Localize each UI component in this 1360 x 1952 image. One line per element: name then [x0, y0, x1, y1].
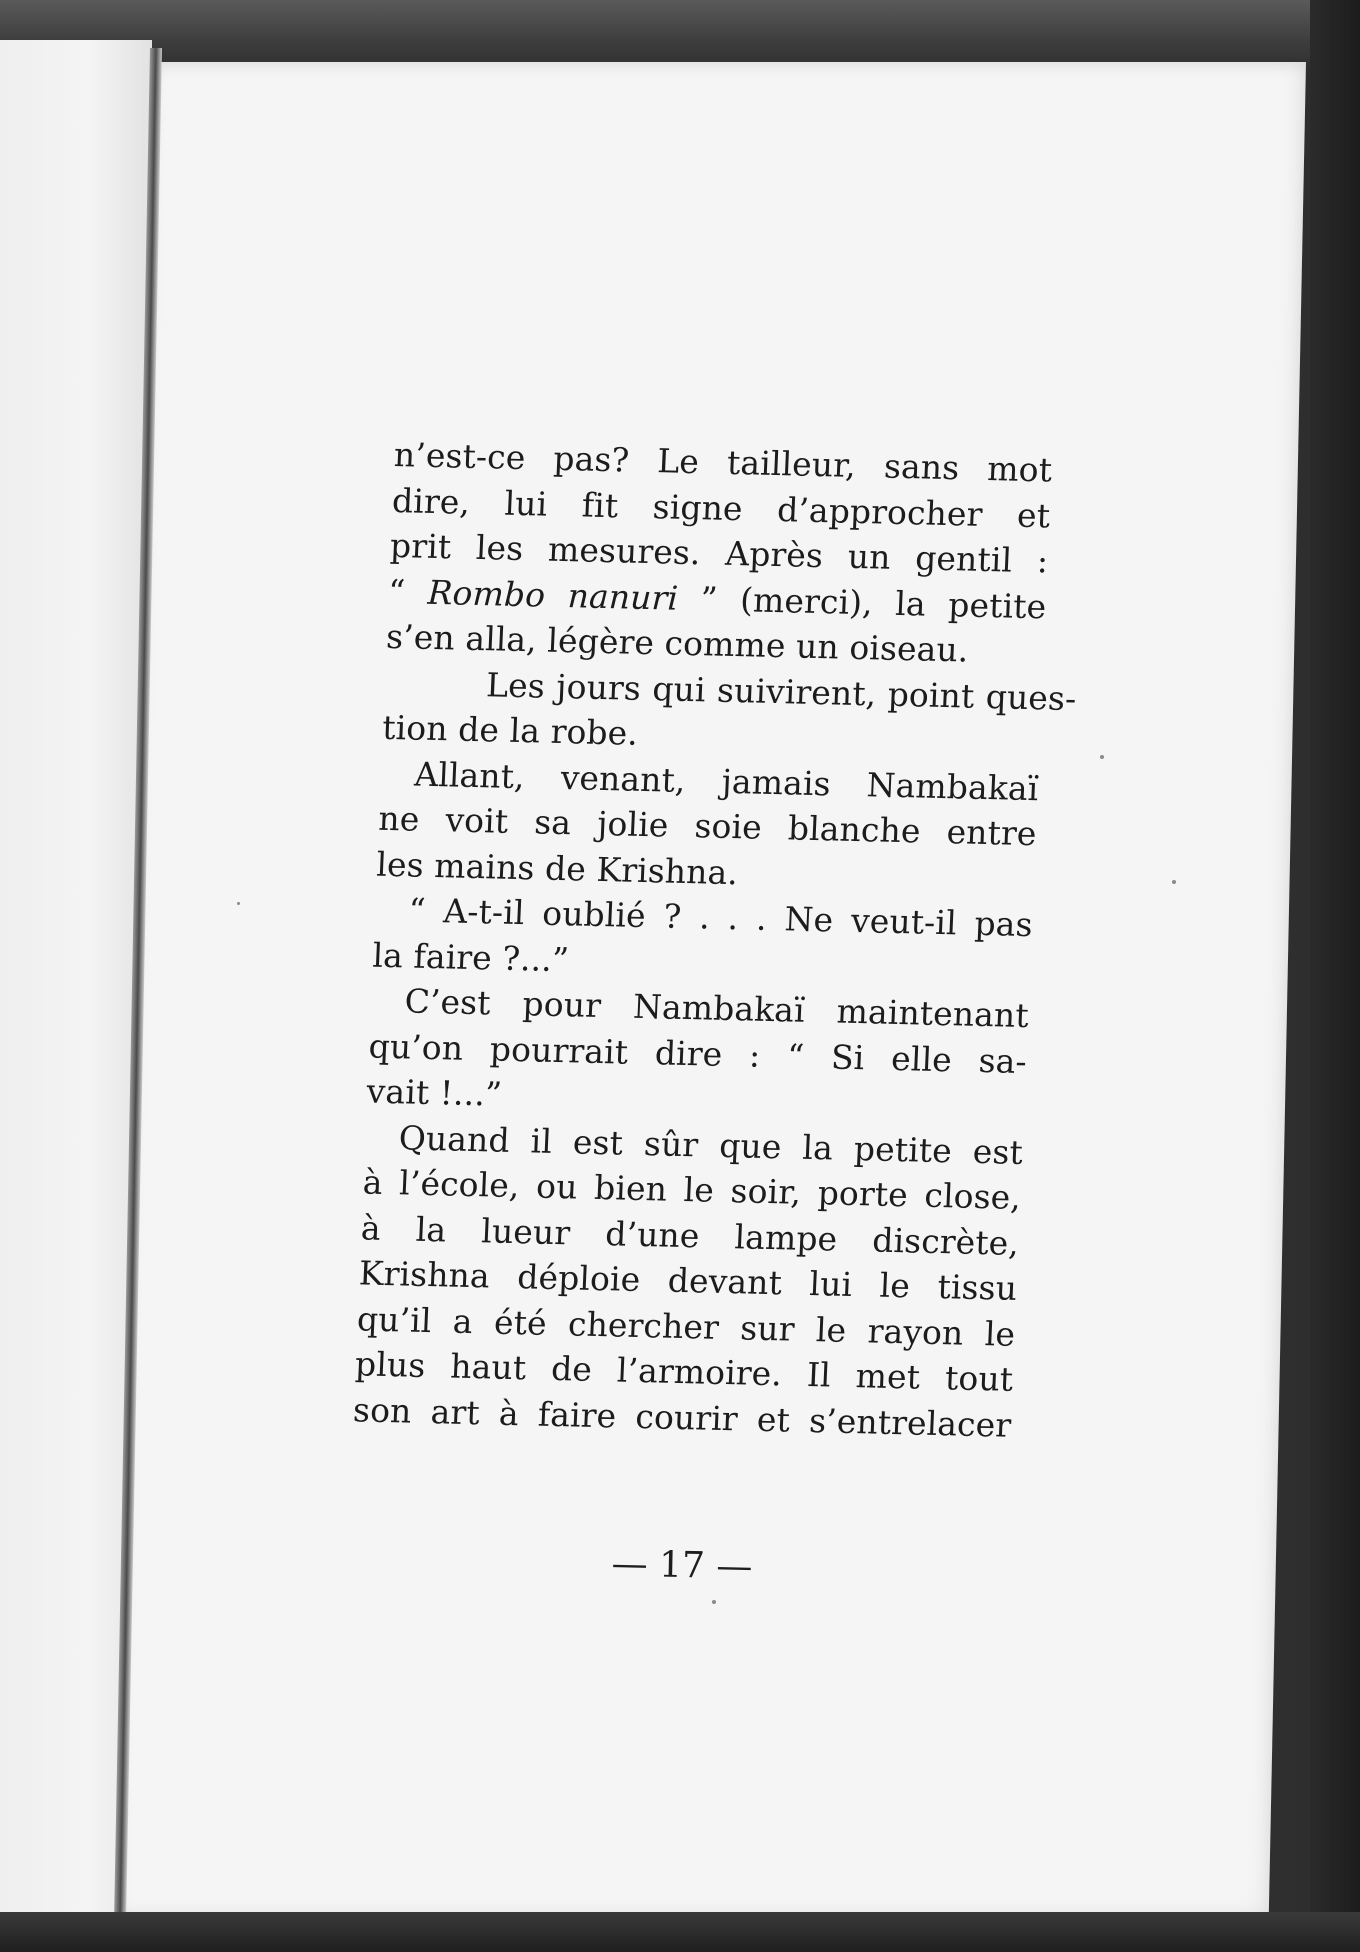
text-line: tion de la robe.	[381, 707, 639, 753]
scan-speck	[237, 902, 240, 905]
italic-phrase: Rombo nanuri	[426, 572, 679, 618]
text-line: “ A-t-il oublié ? . . . Ne veut-il pas	[407, 890, 1034, 945]
text-line: à l’école, ou bien le soir, porte close,	[362, 1162, 1022, 1217]
scan-bottom-edge	[0, 1912, 1360, 1952]
text-line: les mains de Krishna.	[375, 844, 739, 892]
text-line: s’en alla, légère comme un oiseau.	[385, 616, 970, 670]
text-line: dire, lui fit signe d’approcher et	[391, 480, 1051, 535]
text-line: n’est-ce pas? Le tailleur, sans mot	[393, 434, 1053, 490]
text-line: Quand il est sûr que la petite est	[398, 1117, 1024, 1172]
text-line: C’est pour Nambakaï maintenant	[403, 981, 1030, 1036]
scan-right-edge	[1310, 0, 1360, 1952]
text-line: Krishna déploie devant lui le tissu	[358, 1253, 1018, 1308]
text-line: Allant, venant, jamais Nambakaï	[413, 754, 1040, 808]
text-line: prit les mesures. Après un gentil :	[389, 525, 1050, 581]
text-line: plus haut de l’armoire. Il met tout	[354, 1344, 1015, 1399]
text-line: “ Rombo nanuri ” (merci), la petite	[387, 571, 1048, 626]
text-line: qu’on pourrait dire : “ Si elle sa-	[367, 1026, 1028, 1081]
text-line: Les jours qui suivirent, point ques-	[485, 664, 1078, 718]
scan-top-edge	[0, 0, 1360, 70]
text-line: son art à faire courir et s’entrelacer	[352, 1389, 1013, 1445]
scan-speck	[712, 1600, 716, 1604]
text-line: vait !...”	[365, 1071, 503, 1114]
text-line: ne voit sa jolie soie blanche entre	[377, 798, 1038, 854]
page-number: — 17 —	[611, 1543, 753, 1588]
text-line: à la lueur d’une lampe discrète,	[360, 1207, 1020, 1263]
scan-speck	[1172, 880, 1176, 884]
body-text	[352, 432, 1078, 1448]
text-line: qu’il a été chercher sur le rayon le	[356, 1298, 1016, 1354]
text-line: la faire ?...”	[371, 935, 570, 979]
scan-speck	[1100, 755, 1104, 759]
